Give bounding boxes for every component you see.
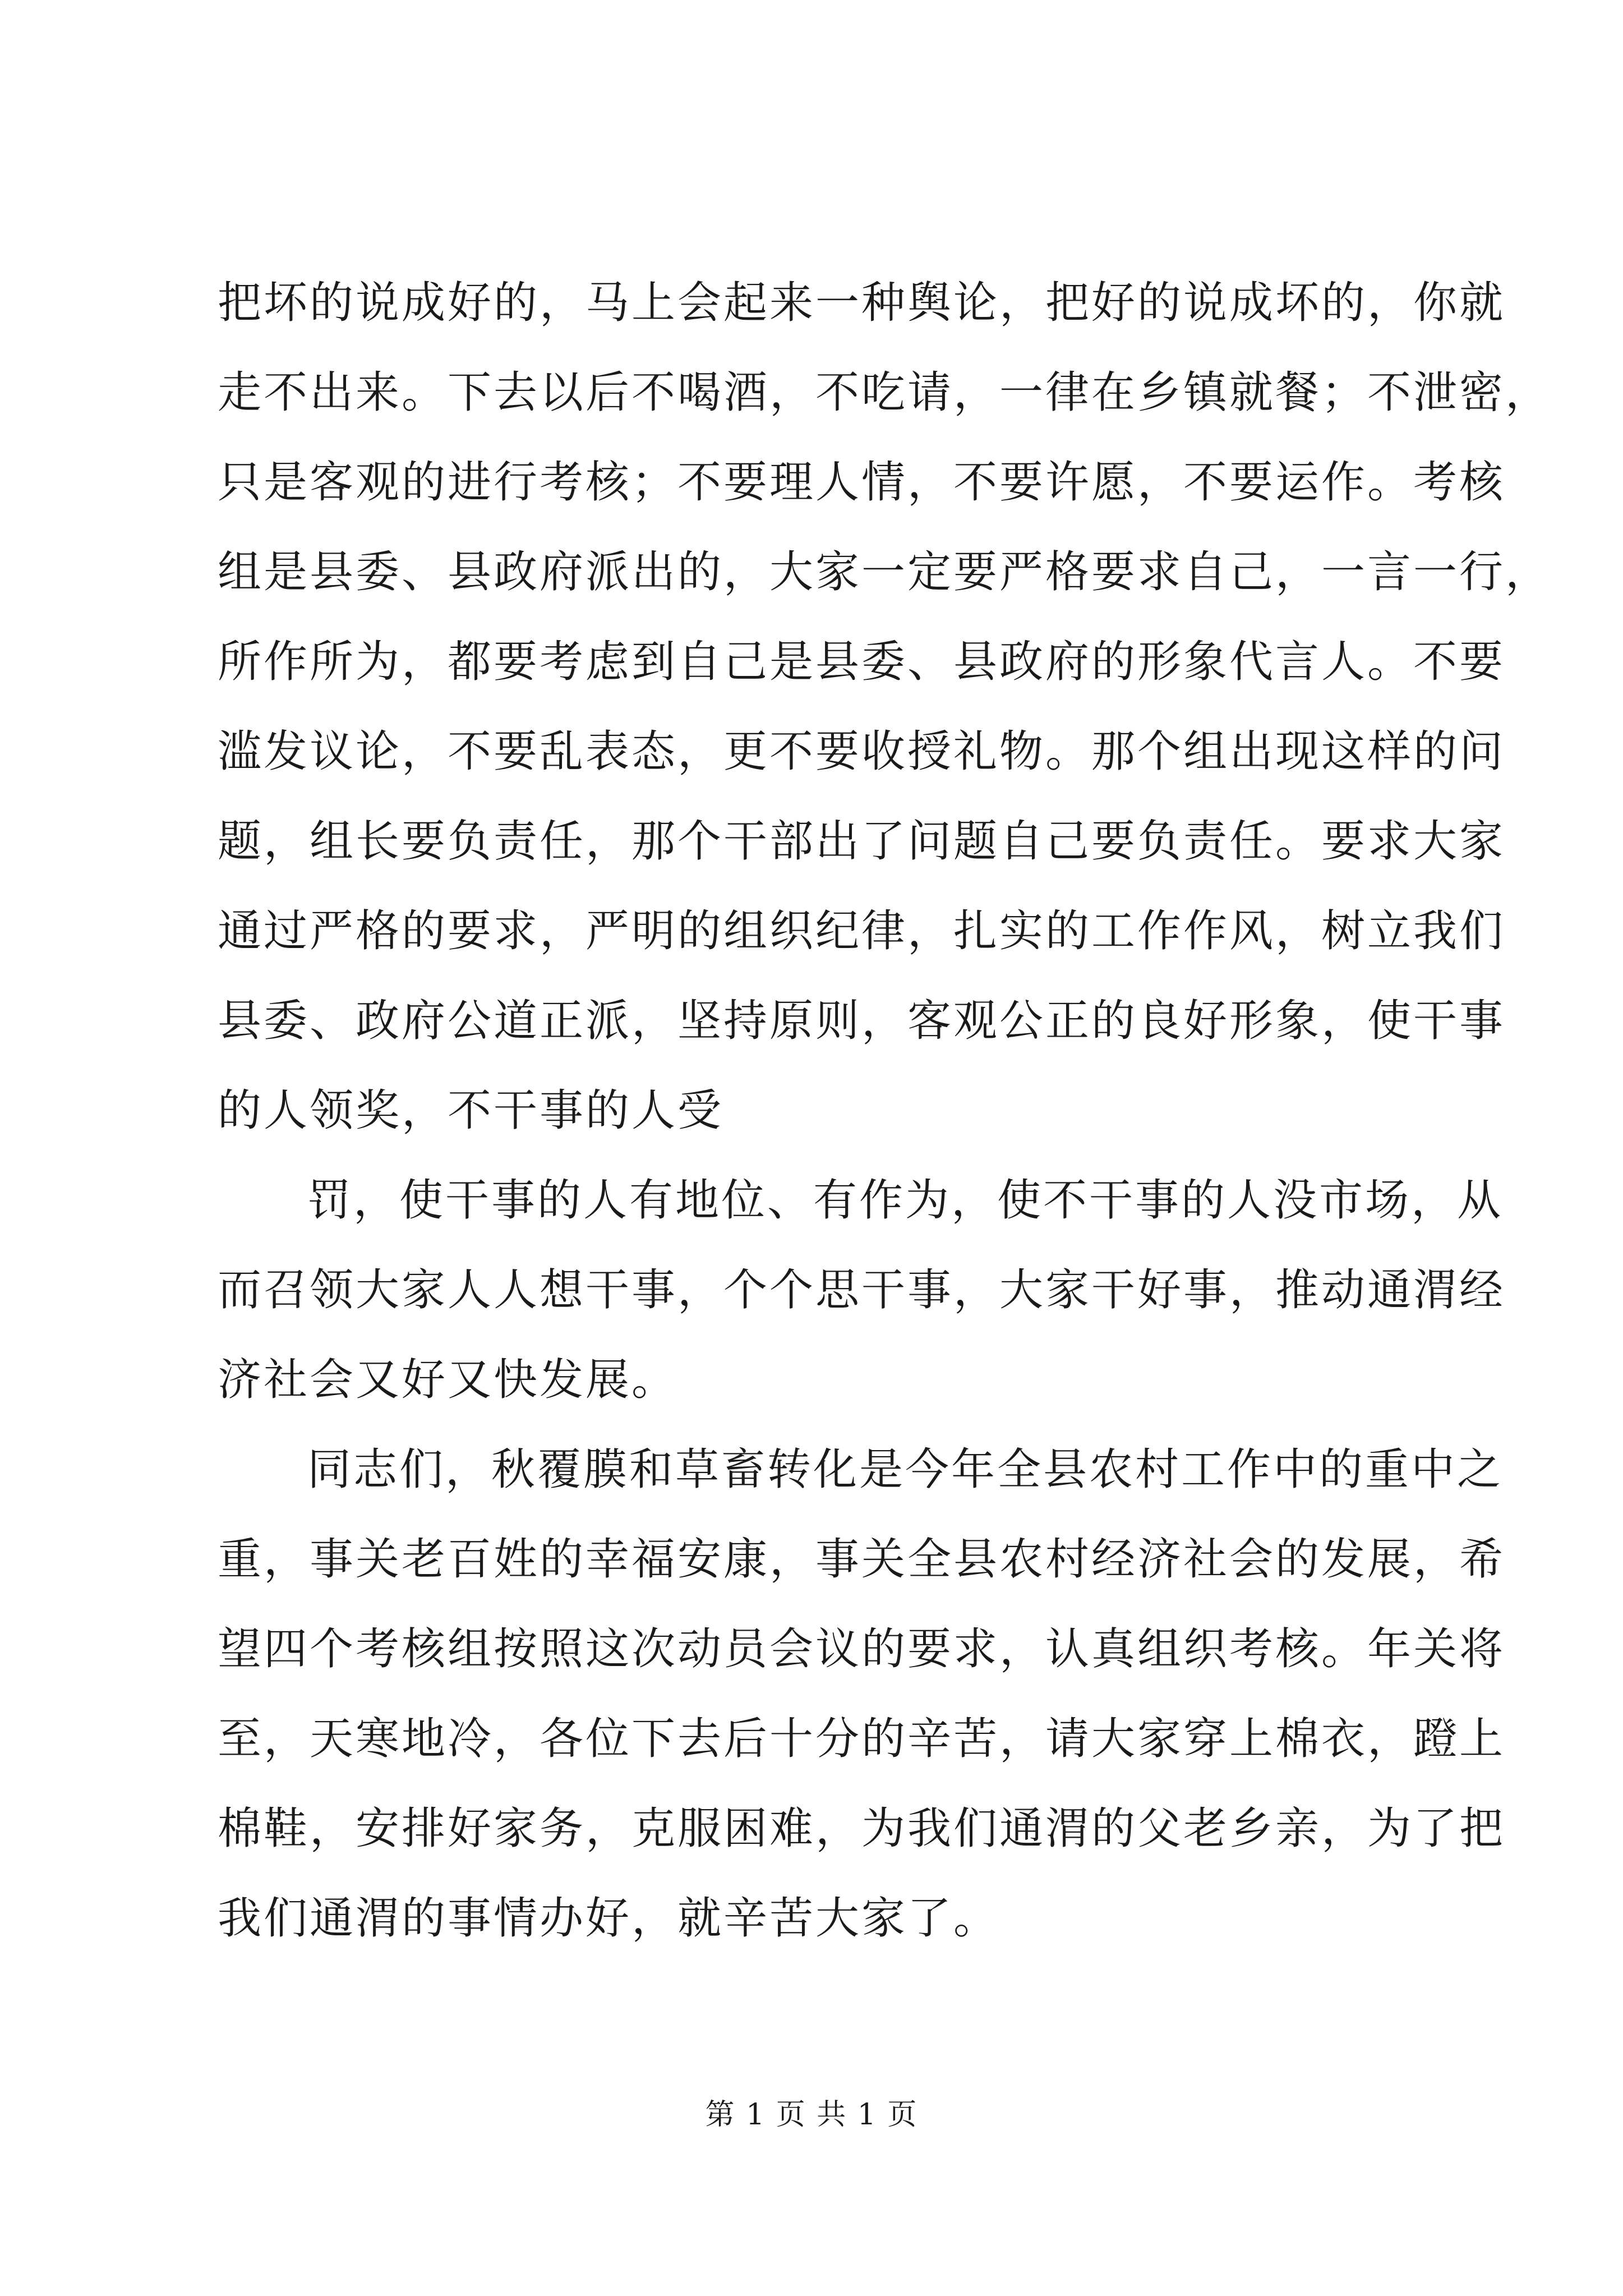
text-line: 棉鞋，安排好家务，克服困难，为我们通渭的父老乡亲，为了把 [218,1803,1506,1854]
page-footer [0,2092,1623,2137]
text-line: 题，组长要负责任，那个干部出了问题自己要负责任。要求大家 [218,816,1506,867]
text-line: 至，天寒地冷，各位下去后十分的辛苦，请大家穿上棉衣，蹬上 [218,1714,1506,1764]
text-line: 济社会又好又快发展。 [218,1355,678,1405]
text-line: 重，事关老百姓的幸福安康，事关全县农村经济社会的发展，希 [218,1534,1506,1585]
text-line: 望四个考核组按照这次动员会议的要求，认真组织考核。年关将 [218,1624,1506,1674]
text-line: 所作所为，都要考虑到自己是县委、县政府的形象代言人。不要 [218,637,1506,687]
text-line: 把坏的说成好的，马上会起来一种舆论，把好的说成坏的，你就 [218,278,1506,328]
paragraph-first-line: 罚，使干事的人有地位、有作为，使不干事的人没市场，从 [307,1175,1504,1226]
text-line: 县委、政府公道正派，坚持原则，客观公正的良好形象，使干事 [218,996,1506,1046]
text-line: 我们通渭的事情办好，就辛苦大家了。 [218,1893,1000,1944]
text-line: 滥发议论，不要乱表态，更不要收授礼物。那个组出现这样的问 [218,726,1506,777]
text-line: 走不出来。下去以后不喝酒，不吃请，一律在乡镇就餐；不泄密， [218,367,1552,418]
paragraph-first-line: 同志们，秋覆膜和草畜转化是今年全县农村工作中的重中之 [307,1444,1504,1495]
text-line: 组是县委、县政府派出的，大家一定要严格要求自己，一言一行， [218,547,1552,597]
text-line: 只是客观的进行考核；不要理人情，不要许愿，不要运作。考核 [218,457,1506,508]
document-body [218,258,1552,1963]
text-line: 而召领大家人人想干事，个个思干事，大家干好事，推动通渭经 [218,1265,1506,1315]
text-line: 通过严格的要求，严明的组织纪律，扎实的工作作风，树立我们 [218,906,1506,956]
text-line: 的人领奖，不干事的人受 [218,1085,724,1136]
page-number: 第 1 页 共 1 页 [705,2098,918,2132]
